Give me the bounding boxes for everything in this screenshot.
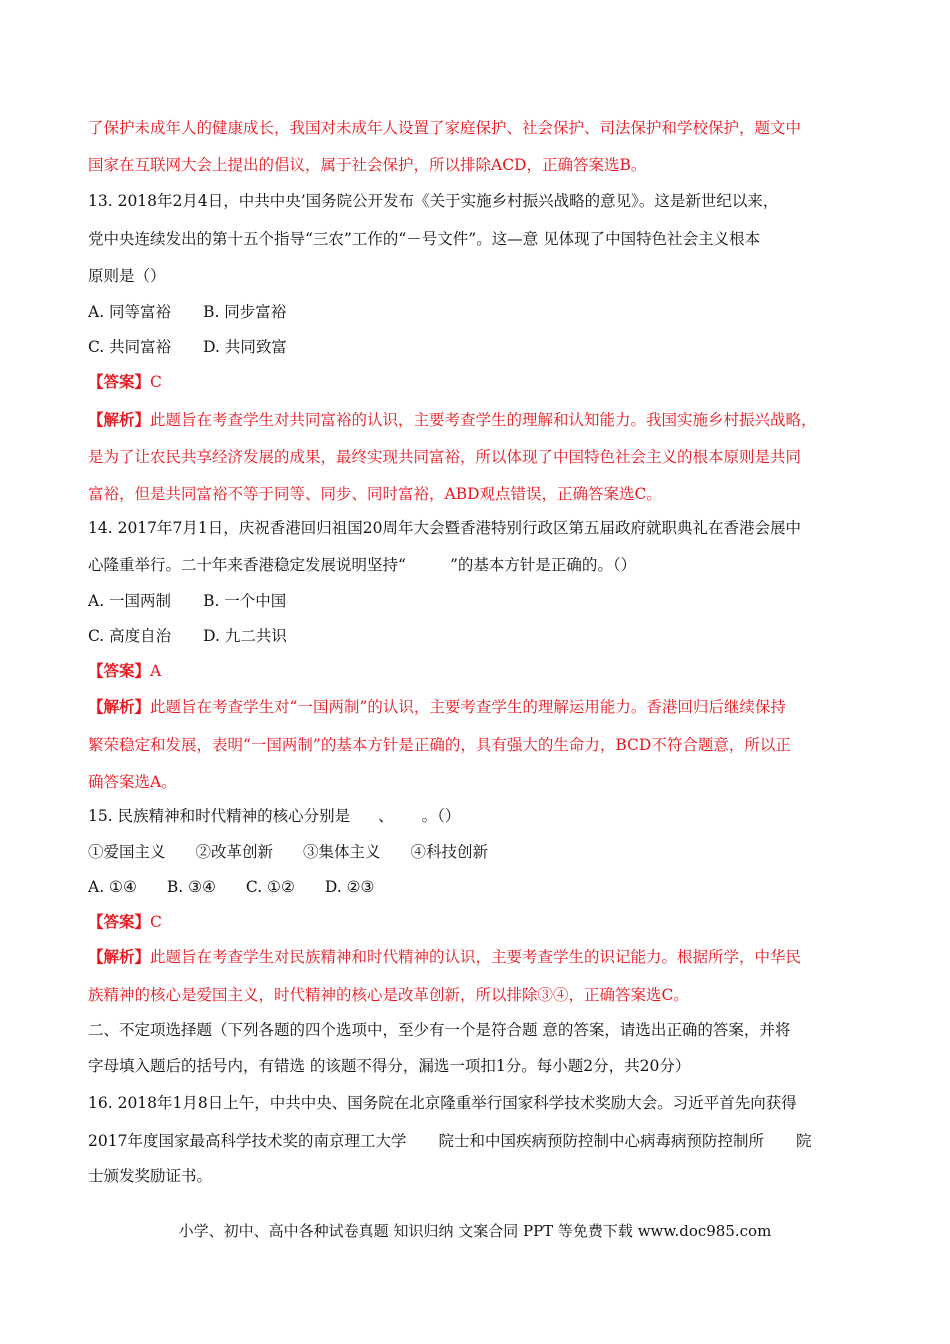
analysis-line	[88, 697, 786, 717]
analysis-tag: 【解析】	[88, 410, 151, 429]
question-text: 2017年度国家最高科学技术奖的南京理工大学	[88, 1132, 407, 1150]
analysis-line: 了保护未成年人的健康成长，我国对未成年人设置了家庭保护、社会保护、司法保护和学校保护，题文中	[88, 119, 802, 137]
question-text: 、	[378, 807, 394, 825]
question-13-line: 原则是（）	[88, 267, 166, 285]
question-14-line	[88, 555, 636, 575]
question-13-options	[88, 302, 286, 322]
question-text: ”的基本方针是正确的。（）	[449, 556, 637, 574]
question-15-line	[88, 806, 460, 826]
question-text: 15. 民族精神和时代精神的核心分别是	[88, 807, 351, 825]
item-4: ④科技创新	[410, 843, 489, 861]
answer-line	[88, 912, 162, 932]
question-16-line: 16. 2018年1月8日上午，中共中央、国务院在北京隆重举行国家科学技术奖励大会。习近平首先向获得	[88, 1094, 797, 1112]
option-d: D. ②③	[324, 878, 375, 896]
answer-tag: 【答案】	[88, 372, 151, 391]
section-heading: 二、不定项选择题（下列各题的四个选项中，至少有一个是符合题 意的答案，请选出正确的答案，并将	[88, 1021, 791, 1039]
section-heading: 字母填入题后的括号内，有错选 的该题不得分，漏选一项扣1分。每小题2分，共20分）	[88, 1057, 691, 1075]
option-c: C. 共同富裕	[88, 338, 172, 356]
analysis-line: 富裕，但是共同富裕不等于同等、同步、同时富裕，ABD观点错误，正确答案选C。	[88, 485, 662, 503]
answer-tag: 【答案】	[88, 912, 151, 931]
option-b: B. 一个中国	[203, 592, 287, 610]
question-16-line	[88, 1131, 811, 1151]
answer-tag: 【答案】	[88, 661, 151, 680]
item-3: ③集体主义	[303, 843, 381, 861]
item-1: ①爱国主义	[88, 843, 166, 861]
question-15-items	[88, 842, 488, 862]
question-15-options	[88, 877, 374, 897]
answer-value: C	[150, 913, 162, 931]
option-d: D. 九二共识	[203, 627, 287, 645]
question-text: 。（）	[421, 807, 461, 825]
option-d: D. 共同致富	[203, 338, 287, 356]
question-16-line: 士颁发奖励证书。	[88, 1167, 213, 1185]
question-14-options	[88, 591, 286, 611]
question-14-options	[88, 626, 287, 646]
answer-value: A	[150, 662, 162, 680]
analysis-line: 繁荣稳定和发展，表明“一国两制”的基本方针是正确的，具有强大的生命力，BCD不符合题意，所以正	[88, 736, 791, 754]
answer-line	[88, 661, 161, 681]
question-13-line: 党中央连续发出的第十五个指导“三农”工作的“－号文件”。这—意 见体现了中国特色社会主义根本	[88, 230, 761, 248]
analysis-line: 是为了让农民共享经济发展的成果，最终实现共同富裕，所以体现了中国特色社会主义的根本原则是共同	[88, 448, 802, 466]
question-text: 院士和中国疾病预防控制中心病毒病预防控制所	[438, 1132, 764, 1150]
option-b: B. 同步富裕	[203, 303, 287, 321]
analysis-text: 此题旨在考查学生对共同富裕的认识，主要考查学生的理解和认知能力。我国实施乡村振兴战略，	[150, 411, 817, 429]
answer-line	[88, 372, 162, 392]
analysis-text: 此题旨在考查学生对民族精神和时代精神的认识，主要考查学生的识记能力。根据所学，中华民	[150, 948, 802, 966]
analysis-line	[88, 947, 801, 967]
question-14-line: 14. 2017年7月1日，庆祝香港回归祖国20周年大会暨香港特别行政区第五届政府就职典礼在香港会展中	[88, 519, 801, 537]
answer-value: C	[150, 373, 162, 391]
option-b: B. ③④	[166, 878, 216, 896]
question-text: 院	[795, 1132, 812, 1150]
option-a: A. 同等富裕	[88, 303, 172, 321]
analysis-text: 此题旨在考查学生对“一国两制”的认识，主要考查学生的理解运用能力。香港回归后继续保持	[150, 698, 786, 716]
analysis-tag: 【解析】	[88, 947, 151, 966]
question-13-line: 13. 2018年2月4日，中共中央’国务院公开发布《关于实施乡村振兴战略的意见》。这是新世纪以来，	[88, 192, 779, 210]
analysis-tag: 【解析】	[88, 697, 151, 716]
analysis-line	[88, 410, 817, 430]
page-footer: 小学、初中、高中各种试卷真题 知识归纳 文案合同 PPT 等免费下载 www.doc985.com	[178, 1222, 772, 1240]
option-c: C. ①②	[245, 878, 295, 896]
question-13-options	[88, 337, 287, 357]
analysis-line: 国家在互联网大会上提出的倡议，属于社会保护，所以排除ACD，正确答案选B。	[88, 156, 647, 174]
item-2: ②改革创新	[195, 843, 274, 861]
question-text: 心隆重举行。二十年来香港稳定发展说明坚持“	[88, 556, 406, 574]
option-a: A. ①④	[88, 878, 137, 896]
option-c: C. 高度自治	[88, 627, 172, 645]
option-a: A. 一国两制	[88, 592, 172, 610]
analysis-line: 确答案选A。	[88, 773, 177, 791]
analysis-line: 族精神的核心是爱国主义，时代精神的核心是改革创新，所以排除③④，正确答案选C。	[88, 986, 689, 1004]
